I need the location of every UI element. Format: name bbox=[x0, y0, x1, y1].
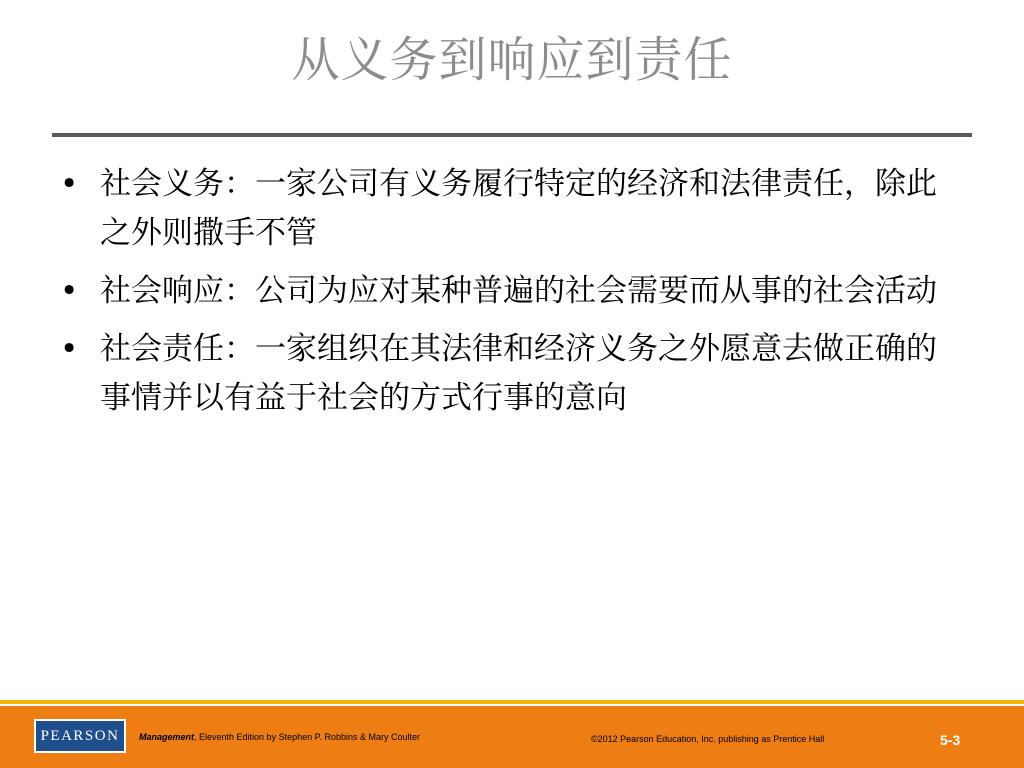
title-divider bbox=[52, 133, 972, 137]
bullet-dot-icon: • bbox=[60, 166, 79, 202]
book-credit-text: , Eleventh Edition by Stephen P. Robbins & Mary Coulter bbox=[194, 732, 420, 742]
bullet-item bbox=[58, 325, 958, 423]
bullet-item bbox=[58, 267, 958, 316]
slide-title: 从义务到响应到责任 bbox=[291, 32, 733, 88]
bullet-dot-icon: • bbox=[60, 273, 79, 309]
pearson-logo: PEARSON bbox=[34, 719, 126, 753]
bullet-text: 社会响应：公司为应对某种普遍的社会需要而从事的社会活动 bbox=[100, 273, 937, 309]
bullet-text: 社会责任：一家组织在其法律和经济义务之外愿意去做正确的事情并以有益于社会的方式行事的意向 bbox=[100, 331, 937, 416]
copyright-text: ©2012 Pearson Education, Inc. publishing as Prentice Hall bbox=[591, 734, 825, 744]
footer-accent-line bbox=[0, 700, 1024, 704]
page-number: 5-3 bbox=[940, 732, 961, 748]
bullet-item bbox=[58, 160, 958, 258]
book-title: Management bbox=[139, 732, 195, 742]
book-credit bbox=[139, 732, 420, 742]
footer-bar bbox=[0, 706, 1024, 768]
bullet-dot-icon: • bbox=[60, 331, 79, 367]
bullet-list bbox=[58, 160, 958, 432]
bullet-text: 社会义务：一家公司有义务履行特定的经济和法律责任，除此之外则撒手不管 bbox=[100, 166, 937, 251]
